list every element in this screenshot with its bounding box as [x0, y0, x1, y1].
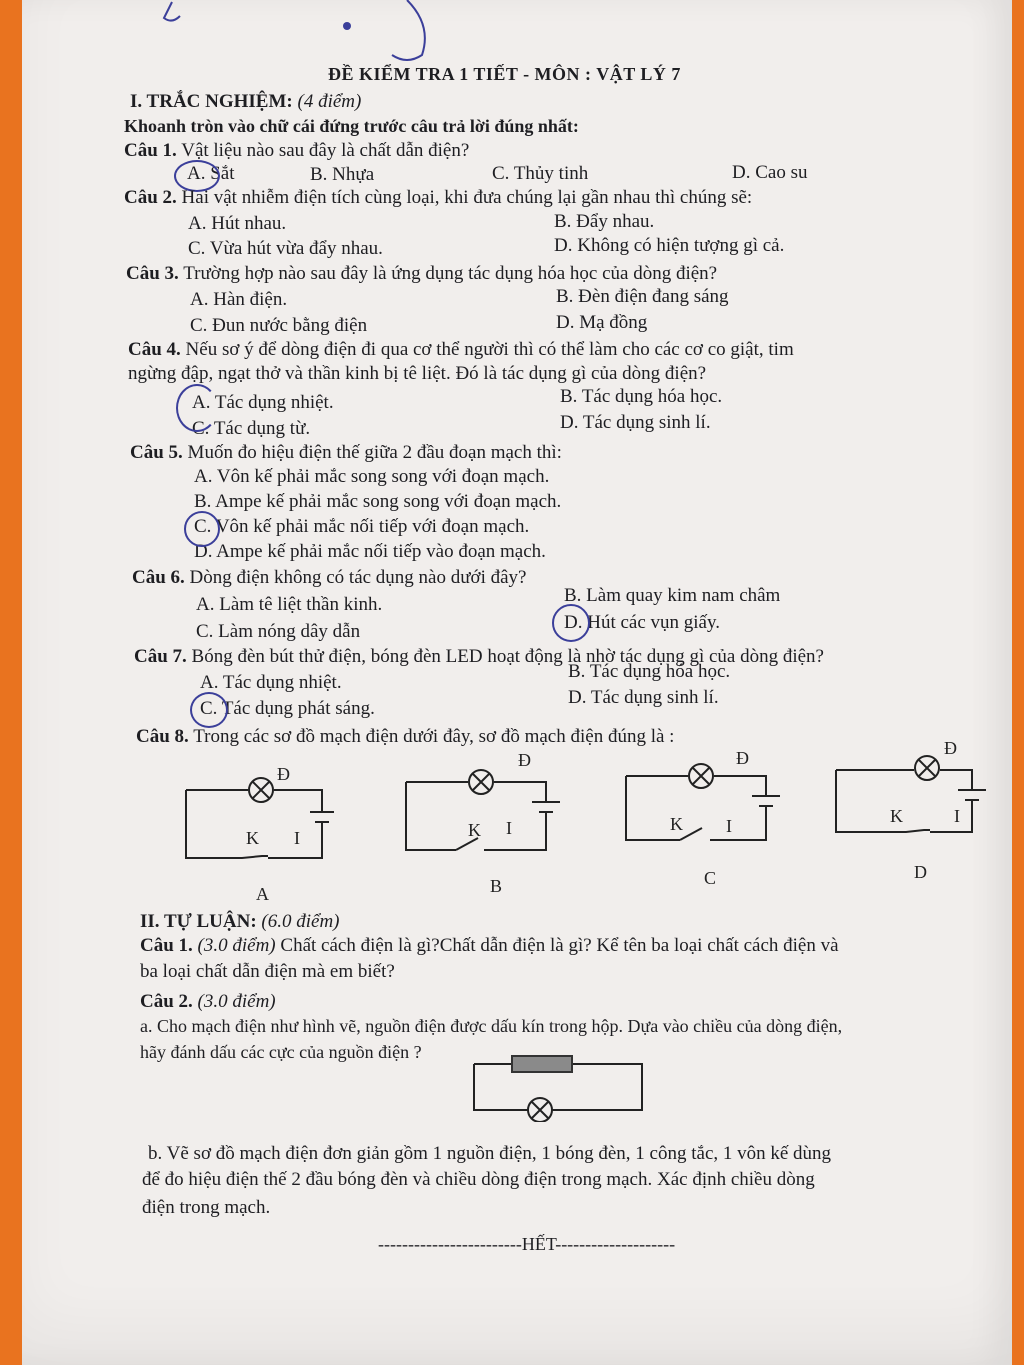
essay-question-1-cont: ba loại chất dẫn điện mà em biết? [140, 961, 395, 982]
question-label: Câu 4. [128, 339, 181, 360]
instruction: Khoanh tròn vào chữ cái đứng trước câu trả lời đúng nhất: [124, 116, 579, 136]
question-text: Vật liệu nào sau đây là chất dẫn điện? [181, 140, 470, 161]
essay-question-2 [140, 990, 276, 1014]
q5-option-b[interactable]: B. Ampe kế phải mắc song song với đoạn mạch. [194, 491, 562, 512]
essay-question-2a-cont: hãy đánh dấu các cực của nguồn điện ? [140, 1042, 422, 1062]
section1-title: I. TRẮC NGHIỆM: [130, 91, 293, 112]
circuit-a-name: A [256, 884, 269, 904]
essay-question-2b: b. Vẽ sơ đồ mạch điện đơn giản gồm 1 nguồn điện, 1 bóng đèn, 1 công tắc, 1 vôn kế dùng [148, 1143, 832, 1164]
section1-score: (4 điểm) [297, 91, 362, 112]
section2-heading [140, 910, 340, 934]
exam-paper [22, 0, 1012, 1365]
circuit-b-name: B [490, 876, 503, 896]
question-label: Câu 5. [130, 442, 183, 463]
q6-option-b[interactable]: B. Làm quay kim nam châm [564, 585, 781, 606]
q5-option-a[interactable]: A. Vôn kế phải mắc song song với đoạn mạch. [194, 466, 550, 487]
circuit-b [406, 770, 560, 850]
section2-title: II. TỰ LUẬN: [140, 911, 257, 932]
q6-option-d[interactable]: D. Hút các vụn giấy. [564, 612, 720, 633]
circuit-c [626, 764, 780, 840]
q4-option-c[interactable]: C. Tác dụng từ. [192, 418, 311, 439]
question-text: Hai vật nhiễm điện tích cùng loại, khi đưa chúng lại gần nhau thì chúng sẽ: [181, 187, 753, 208]
q7-option-a[interactable]: A. Tác dụng nhiệt. [200, 672, 342, 693]
circuit-d-name: D [914, 862, 927, 882]
question-6 [132, 566, 526, 590]
q6-option-a[interactable]: A. Làm tê liệt thần kinh. [196, 594, 383, 615]
question-text: Nếu sơ ý để dòng điện đi qua cơ thể người thì có thể làm cho các cơ co giật, tim [185, 339, 794, 360]
circuit-b-switch-label: K [468, 820, 481, 840]
circuit-a-current-label: I [294, 828, 300, 848]
q3-option-b[interactable]: B. Đèn điện đang sáng [556, 286, 729, 307]
hidden-source-circuit [472, 1052, 652, 1122]
circuit-c-lamp-label: Đ [736, 748, 749, 768]
pen-circle-q7-c [190, 692, 228, 728]
question-label: Câu 7. [134, 646, 187, 667]
circuit-c-name: C [704, 868, 717, 888]
q1-option-c[interactable]: C. Thủy tinh [492, 163, 589, 184]
question-label: Câu 1. [124, 140, 177, 161]
q2-option-b[interactable]: B. Đẩy nhau. [554, 211, 655, 232]
q7-option-c[interactable]: C. Tác dụng phát sáng. [200, 698, 375, 719]
section2-score: (6.0 điểm) [261, 911, 340, 932]
question-text: Trường hợp nào sau đây là ứng dụng tác dụng hóa học của dòng điện? [183, 263, 718, 284]
q4-option-a[interactable]: A. Tác dụng nhiệt. [192, 392, 334, 413]
q3-option-c[interactable]: C. Đun nước bằng điện [190, 315, 368, 336]
footer-end: ------------------------HẾT-------------------- [378, 1234, 676, 1254]
q3-option-d[interactable]: D. Mạ đồng [556, 312, 648, 333]
question-1 [124, 139, 469, 163]
circuit-a-lamp-label: Đ [277, 764, 290, 784]
essay-question-2b-cont2: điện trong mạch. [142, 1197, 271, 1218]
question-label: Câu 2. [124, 187, 177, 208]
pen-scribble-mark [152, 0, 452, 70]
question-text: Chất cách điện là gì?Chất dẫn điện là gì? Kể tên ba loại chất cách điện và [280, 935, 839, 956]
essay-question-1 [140, 934, 839, 958]
circuit-d-switch-label: K [890, 806, 903, 826]
question-5 [130, 441, 562, 465]
question-text: Trong các sơ đồ mạch điện dưới đây, sơ đồ mạch điện đúng là : [193, 726, 675, 747]
question-label: Câu 3. [126, 263, 179, 284]
circuit-c-switch-label: K [670, 814, 683, 834]
q5-option-c[interactable]: C. Vôn kế phải mắc nối tiếp với đoạn mạch. [194, 516, 530, 537]
pen-circle-q4-a [176, 384, 218, 432]
q1-option-a[interactable]: A. Sắt [187, 163, 235, 184]
question-label: Câu 8. [136, 726, 189, 747]
q7-option-d[interactable]: D. Tác dụng sinh lí. [568, 687, 719, 708]
q6-option-c[interactable]: C. Làm nóng dây dẫn [196, 621, 361, 642]
circuit-b-current-label: I [506, 818, 512, 838]
question-text: Dòng điện không có tác dụng nào dưới đây? [189, 567, 527, 588]
question-text: Bóng đèn bút thử điện, bóng đèn LED hoạt động là nhờ tác dụng gì của dòng điện? [191, 646, 824, 667]
question-score: (3.0 điểm) [197, 991, 276, 1012]
circuit-a-switch-label: K [246, 828, 259, 848]
question-4 [128, 338, 794, 362]
circuit-b-lamp-label: Đ [518, 750, 531, 770]
circuit-d [836, 756, 986, 832]
circuit-d-current-label: I [954, 806, 960, 826]
section1-heading [130, 90, 361, 114]
exam-title: ĐỀ KIỂM TRA 1 TIẾT - MÔN : VẬT LÝ 7 [328, 64, 681, 84]
q4-option-d[interactable]: D. Tác dụng sinh lí. [560, 412, 711, 433]
question-4-cont: ngừng đập, ngạt thở và thần kinh bị tê liệt. Đó là tác dụng gì của dòng điện? [128, 363, 707, 384]
question-label: Câu 2. [140, 991, 193, 1012]
q2-option-c[interactable]: C. Vừa hút vừa đẩy nhau. [188, 238, 383, 259]
q1-option-b[interactable]: B. Nhựa [310, 164, 375, 185]
circuit-c-current-label: I [726, 816, 732, 836]
question-label: Câu 6. [132, 567, 185, 588]
q1-option-d[interactable]: D. Cao su [732, 162, 808, 183]
q2-option-a[interactable]: A. Hút nhau. [188, 213, 287, 234]
essay-question-2a: a. Cho mạch điện như hình vẽ, nguồn điện được dấu kín trong hộp. Dựa vào chiều của dòng điện, [140, 1016, 843, 1036]
question-label: Câu 1. [140, 935, 193, 956]
q5-option-d[interactable]: D. Ampe kế phải mắc nối tiếp vào đoạn mạch. [194, 541, 546, 562]
question-score: (3.0 điểm) [197, 935, 276, 956]
pen-circle-q5-c [184, 511, 220, 547]
q4-option-b[interactable]: B. Tác dụng hóa học. [560, 386, 723, 407]
question-2 [124, 186, 752, 210]
circuit-a [186, 778, 334, 858]
question-3 [126, 262, 717, 286]
question-text: Muốn đo hiệu điện thế giữa 2 đầu đoạn mạch thì: [187, 442, 562, 463]
circuit-d-lamp-label: Đ [944, 740, 957, 758]
circuit-diagrams [172, 740, 992, 910]
essay-question-2b-cont: để đo hiệu điện thế 2 đầu bóng đèn và chiều dòng điện trong mạch. Xác định chiều dòng [142, 1169, 815, 1190]
q2-option-d[interactable]: D. Không có hiện tượng gì cả. [554, 235, 785, 256]
pen-circle-q6-d [552, 604, 590, 642]
q7-option-b[interactable]: B. Tác dụng hóa học. [568, 661, 731, 682]
q3-option-a[interactable]: A. Hàn điện. [190, 289, 288, 310]
